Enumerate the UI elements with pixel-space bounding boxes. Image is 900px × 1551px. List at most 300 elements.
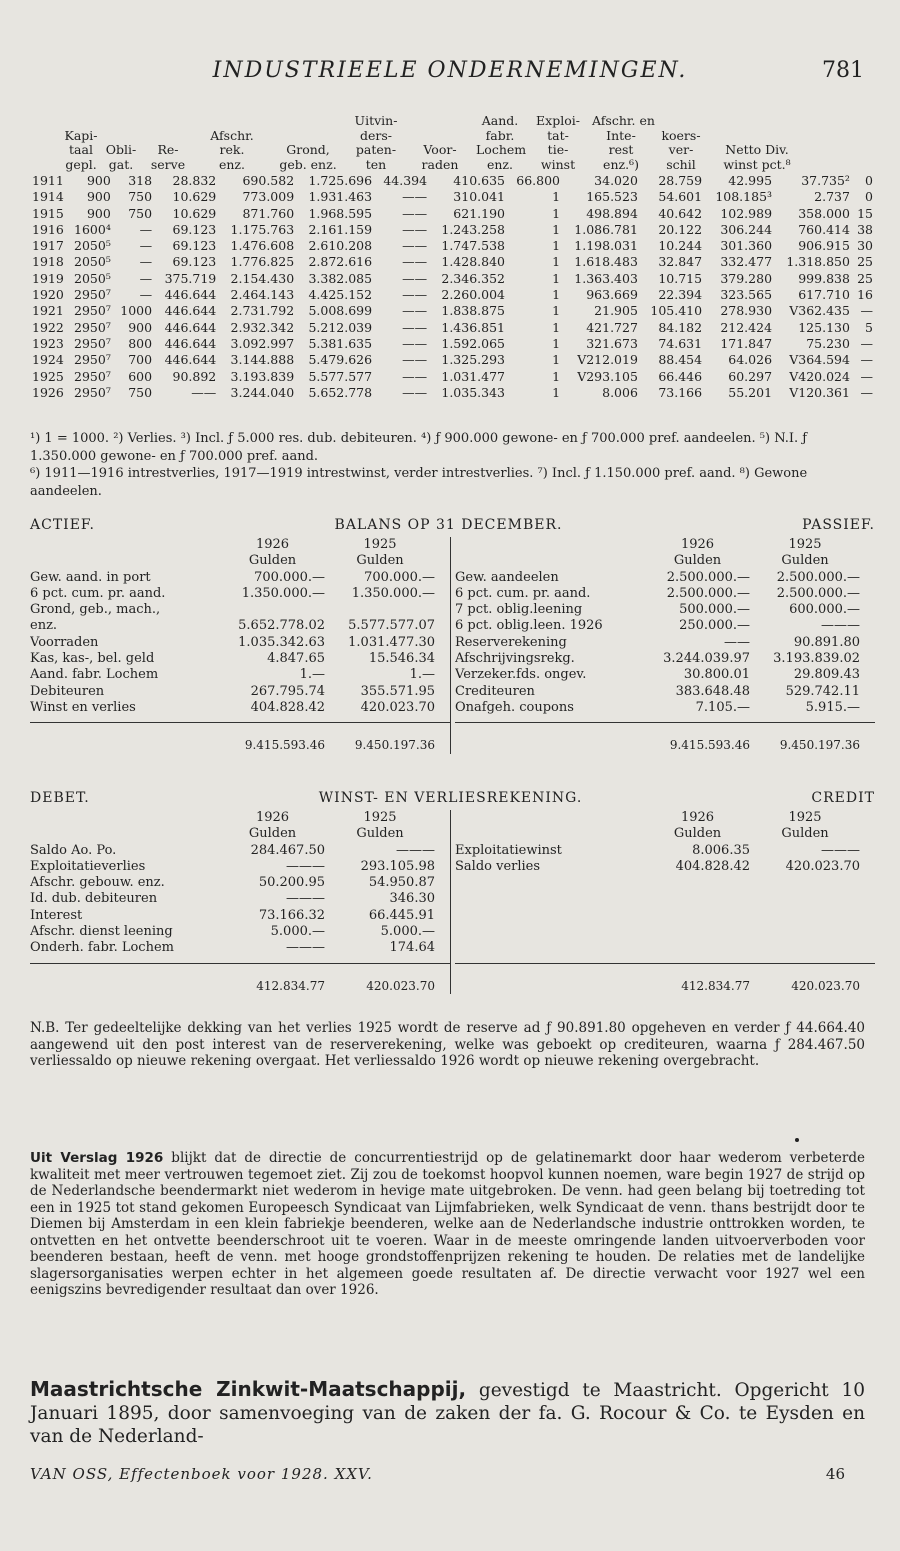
stats-cell: 54.601 (658, 189, 703, 205)
stats-header-cell: Uitvin- (354, 113, 398, 128)
ledger-value-1925: 600.000.— (789, 602, 860, 618)
stats-cell: 3.193.839 (230, 368, 295, 384)
stats-cell: V293.105 (577, 368, 638, 384)
stats-cell: 617.710 (798, 287, 850, 303)
company-text: gevestigd te Maastricht. Opgericht 10 Januari 1895, door samenvoeging van de zaken der fa. G. Rocour & Co. te Eysden en van de Nederland- (30, 1380, 866, 1447)
nb-note: N.B. Ter gedeeltelijke dekking van het verlies 1925 wordt de reserve ad ƒ 90.891.80 opgeheven en verder ƒ 44.664.40 aangewend uit den post interest van de reserverekening, welke was geboekt op crediteuren, waarna ƒ 284.467.50 verliessaldo op nieuwe rekening overgaat. Het verliessaldo 1926 wordt op nieuwe rekening overgebracht. (30, 1020, 865, 1069)
stats-cell: 66.800 (516, 173, 561, 188)
stats-cell: 906.915 (798, 238, 850, 254)
stats-cell: 10.244 (658, 238, 703, 254)
stats-cell: 421.727 (586, 319, 638, 335)
ledger-total (455, 737, 875, 753)
stats-cell: 1.031.477 (441, 368, 505, 384)
stats-cell: 1.776.825 (230, 254, 295, 270)
statistics-header (30, 114, 875, 172)
ledger-label: Interest (30, 907, 83, 923)
stats-cell: 301.360 (720, 238, 773, 254)
ledger-total-label (455, 978, 645, 994)
ledger-value-1925: 2.500.000.— (776, 569, 860, 585)
stats-cell: 690.582 (242, 173, 295, 188)
stats-cell: 90.892 (172, 368, 217, 384)
ledger-label: Kas, kas-, bel. geld (30, 651, 155, 667)
stats-cell: 105.410 (650, 303, 703, 319)
ledger-value-1925: 3.193.839.02 (773, 651, 860, 667)
stats-header-cell: taal (69, 142, 93, 157)
stats-cell: 1.476.608 (230, 238, 295, 254)
ledger-value-1925: 2.500.000.— (776, 585, 860, 601)
stats-cell: —— (402, 335, 428, 351)
stats-header-cell (404, 114, 476, 129)
stats-cell: 1 (552, 254, 561, 270)
stats-cell: —— (402, 303, 428, 319)
stats-row (30, 287, 875, 303)
ledger-value-1925: ——— (396, 842, 435, 858)
ledger-label: Saldo Ao. Po. (30, 842, 117, 858)
ledger-label: Afschrijvingsrekg. (455, 651, 575, 667)
ledger-row (30, 859, 450, 875)
ledger-value-1926: 267.795.74 (250, 683, 325, 699)
ledger-row (30, 684, 450, 700)
unit-header-cell: Gulden (781, 826, 829, 842)
stats-cell: 5.008.699 (308, 303, 373, 319)
stats-header-cell: raden (421, 156, 459, 172)
ledger-value-1926: ——— (286, 858, 325, 874)
company-name: Maastrichtsche Zinkwit-Maatschappij, (30, 1377, 467, 1401)
stats-cell: 1.968.595 (308, 205, 373, 221)
ledger-value-1925: 1.031.477.30 (348, 634, 435, 650)
stats-cell: 5.577.577 (308, 368, 373, 384)
stats-cell: — (860, 384, 873, 400)
year-header-label (30, 537, 220, 553)
stats-row (30, 271, 875, 287)
stats-cell: 310.041 (453, 189, 505, 205)
stats-cell: 2950⁷ (74, 287, 111, 303)
ledger-value-1925: 420.023.70 (360, 699, 435, 715)
stats-cell: 0 (865, 189, 873, 205)
stats-cell: 8.006 (602, 384, 638, 400)
ledger-value-1925: 90.891.80 (793, 634, 860, 650)
stats-header-cell (30, 158, 60, 173)
stats-cell: —— (402, 319, 428, 335)
stats-cell: —— (402, 189, 428, 205)
ledger-row (455, 859, 875, 875)
ledger-value-1926: ——— (286, 940, 325, 956)
ledger-row (30, 602, 450, 618)
stats-cell: 379.280 (720, 270, 773, 286)
ledger-row (455, 843, 875, 859)
stats-header-cell: Obli- (105, 142, 137, 157)
stats-cell: V212.019 (577, 352, 638, 368)
stats-header-cell: Lochem (476, 142, 527, 157)
stats-cell: 306.244 (720, 221, 773, 237)
ledger-value-1926: 1.— (299, 667, 325, 683)
year-header-cell: 1926 (255, 537, 290, 552)
stats-cell: V362.435 (789, 303, 850, 319)
stats-cell: —— (191, 384, 217, 400)
unit-header-label (30, 826, 220, 842)
ledger-value-1926: —— (724, 634, 750, 650)
stats-cell: — (139, 270, 153, 286)
year-header-cell: 1925 (788, 537, 822, 552)
actief-column (30, 537, 450, 754)
year-header-cell: 1925 (363, 810, 397, 825)
stats-cell: 1 (552, 319, 561, 335)
stats-cell: 44.394 (383, 173, 428, 188)
stats-cell: 410.635 (453, 173, 505, 188)
unit-header-cell: Gulden (673, 826, 722, 842)
stats-header-cell (102, 114, 140, 129)
year-header-cell: 1926 (680, 810, 715, 825)
stats-cell: 1.035.343 (441, 384, 505, 400)
stats-cell: 1.725.696 (308, 173, 373, 188)
ledger-value-1926: ——— (286, 891, 325, 907)
ledger-total-1926: 412.834.77 (681, 978, 750, 993)
stats-header-cell (140, 129, 196, 144)
ledger-row (30, 635, 450, 651)
stats-cell: 1.931.463 (308, 189, 373, 205)
stats-cell: 1600⁴ (74, 221, 111, 237)
ledger-total-1926: 9.415.593.46 (669, 738, 750, 753)
ledger-label: 6 pct. cum. pr. aand. (30, 585, 166, 601)
stats-row (30, 385, 875, 401)
ledger-value-1925: 1.— (409, 667, 435, 683)
ledger-value-1925: 700.000.— (364, 569, 435, 585)
debet-column (30, 810, 450, 994)
stats-cell: 278.930 (720, 303, 773, 319)
ledger-total-1925: 9.450.197.36 (779, 738, 860, 753)
stats-cell: — (139, 254, 153, 270)
stats-cell: 358.000 (798, 205, 850, 221)
stats-header-cell: winst pct.⁸ (723, 156, 791, 172)
ledger-value-1925: 529.742.11 (785, 683, 860, 699)
stats-cell: 2950⁷ (74, 352, 111, 368)
year-header (30, 810, 450, 826)
ledger-total-label (30, 737, 220, 753)
stats-cell: 773.009 (242, 189, 295, 205)
stats-cell: 10.715 (658, 270, 703, 286)
stats-cell: 15 (857, 205, 873, 221)
stats-cell: — (139, 287, 153, 303)
stats-cell: 1.428.840 (441, 254, 505, 270)
stats-year: 1922 (32, 319, 64, 335)
stats-cell: 700 (128, 352, 153, 368)
stats-cell: 750 (128, 384, 153, 400)
stats-cell: 171.847 (720, 335, 773, 351)
ledger-row (30, 667, 450, 683)
stats-header-cell (196, 114, 268, 129)
stats-cell: 446.644 (164, 352, 217, 368)
stats-cell: 1.325.293 (441, 352, 505, 368)
stats-cell: 165.523 (586, 189, 638, 205)
ledger-label: Gew. aand. in port (30, 569, 151, 585)
ledger-label: Afschr. dienst leening (30, 924, 173, 940)
ledger-value-1925 (325, 602, 435, 618)
stats-header-cell: gepl. (65, 156, 97, 172)
stats-cell: 64.026 (728, 352, 773, 368)
ledger-label: Voorraden (30, 634, 99, 650)
ledger-value-1925: 66.445.91 (368, 907, 435, 923)
stats-cell: 108.185³ (715, 189, 773, 205)
stats-cell: 323.565 (720, 287, 773, 303)
ledger-value-1926: 500.000.— (679, 602, 750, 618)
ledger-total-1925: 420.023.70 (791, 978, 860, 993)
stats-cell: — (860, 335, 873, 351)
separator-dot (795, 1138, 799, 1142)
stats-header-cell (712, 114, 802, 129)
stats-header-cell: Exploi- (536, 113, 580, 128)
stats-cell: 2.346.352 (441, 270, 505, 286)
stats-cell: 28.759 (658, 173, 703, 188)
stats-cell: 5.381.635 (308, 335, 373, 351)
stats-header-cell: Voor- (423, 142, 457, 157)
stats-header-cell: rek. (219, 142, 245, 157)
year-header-label (455, 537, 645, 553)
year-header-label (30, 810, 220, 826)
stats-cell: 1.747.538 (441, 238, 505, 254)
footnote-line: ¹) 1 = 1000. ²) Verlies. ³) Incl. ƒ 5.000 res. dub. debiteuren. ⁴) ƒ 900.000 gewone- en ƒ 700.000 pref. aandeelen. ⁵) N.I. ƒ 1.350.000 gewone- en ƒ 700.000 pref. aand. (30, 431, 808, 464)
stats-row (30, 206, 875, 222)
stats-header-cell (404, 129, 476, 144)
pl-title: WINST- EN VERLIESREKENING. (318, 790, 583, 806)
stats-cell: 5.479.626 (308, 352, 373, 368)
stats-header-cell: Re- (157, 142, 179, 157)
stats-header-cell: enz. (486, 156, 513, 172)
verslag-text: blijkt dat de directie de concurrentiestrijd op de gelatinemarkt door haar wederom verbeterde kwaliteit met meer vertrouwen tegemoet ziet. Zij zou de toekomst hoopvol kunnen noemen, ware begin 1927 de strijd op de Nederlandsche beendermarkt niet wederom in hevige mate uitgebroken. De venn. had geen belang bij toetreding tot een in 1925 tot stand gekomen Europeesch Syndicaat van Lijmfabrieken, welk Syndicaat de venn. thans bestrijdt door te Diemen bij Amsterdam in een klein fabriekje beenderen, welke aan de Nederlandsche industrie onttrokken worden, te ontvetten en het ontvette beenderschroot uit te voeren. Waar in de meeste omringende landen uitvoerverboden voor beenderen bestaan, heeft de venn. met hooge grondstoffenprijzen rekening te houden. De relaties met de landelijke slagersorganisaties werpen echter in het algemeen goede resultaten af. De directie verwacht voor 1927 wel een eenigszins bevredigender resultaat dan over 1926. (30, 1150, 865, 1298)
ledger-label: Aand. fabr. Lochem (30, 667, 159, 683)
ledger-value-1926: 30.800.01 (683, 667, 750, 683)
stats-year: 1916 (32, 221, 64, 237)
stats-row (30, 238, 875, 254)
stats-cell: —— (402, 352, 428, 368)
stats-cell: 74.631 (658, 335, 703, 351)
stats-cell: 900 (86, 173, 111, 188)
stats-header-cell: ders- (359, 127, 392, 143)
stats-cell: 2950⁷ (74, 303, 111, 319)
ledger-value-1926: 2.500.000.— (666, 569, 750, 585)
ledger-value-1925: 5.000.— (380, 924, 435, 940)
ledger-label: Saldo verlies (455, 858, 541, 874)
ledger-row (30, 924, 450, 940)
stats-header-cell: Aand. (481, 113, 519, 128)
stats-cell: 40.642 (658, 205, 703, 221)
ledger-row (455, 684, 875, 700)
credit-spacer (455, 875, 875, 957)
stats-cell: 3.144.888 (230, 352, 295, 368)
stats-cell: 1.838.875 (441, 303, 505, 319)
ledger-total (455, 978, 875, 994)
ledger-label: Reserverekening (455, 634, 567, 650)
profit-loss-sheet (30, 790, 875, 994)
stats-year: 1923 (32, 335, 64, 351)
ledger-label: 7 pct. oblig.leening (455, 602, 583, 618)
ledger-label: enz. (30, 618, 58, 634)
stats-header-cell: rest (608, 142, 634, 157)
stats-cell: —— (402, 205, 428, 221)
footnote-line: ⁶) 1911—1916 intrestverlies, 1917—1919 intrestwinst, verder intrestverlies. ⁷) Incl. ƒ 1.150.000 pref. aand. ⁸) Gewone aandeelen. (30, 466, 808, 499)
stats-cell: 28.832 (172, 173, 217, 188)
ledger-label: Afschr. gebouw. enz. (30, 875, 165, 891)
ledger-value-1925: 346.30 (389, 891, 435, 907)
ledger-label: Grond, geb., mach., (30, 602, 161, 618)
year-header (30, 537, 450, 553)
unit-header (455, 826, 875, 842)
year-header-label (455, 810, 645, 826)
ledger-value-1926: 5.000.— (270, 924, 325, 940)
ledger-value-1926: 1.035.342.63 (238, 634, 325, 650)
verslag-heading: Uit Verslag 1926 (30, 1150, 164, 1166)
ledger-value-1925: ——— (821, 618, 860, 634)
pl-left-title: DEBET. (30, 790, 90, 806)
stats-cell: 446.644 (164, 335, 217, 351)
total-rule (30, 963, 450, 964)
credit-column (450, 810, 875, 994)
ledger-value-1926: 5.652.778.02 (238, 618, 325, 634)
stats-cell: 125.130 (798, 319, 850, 335)
ledger-row (30, 843, 450, 859)
stats-cell: 2950⁷ (74, 335, 111, 351)
stats-cell: 3.092.997 (230, 335, 295, 351)
stats-header-line (30, 158, 875, 173)
stats-year: 1926 (32, 384, 64, 400)
stats-cell: 2050⁵ (74, 270, 111, 286)
stats-cell: 60.297 (728, 368, 773, 384)
ledger-value-1926: 2.500.000.— (666, 585, 750, 601)
stats-cell: 1 (552, 384, 561, 400)
stats-cell: 25 (857, 254, 873, 270)
ledger-value-1925: 15.546.34 (368, 651, 435, 667)
stats-cell: 2950⁷ (74, 368, 111, 384)
statistics-table (30, 114, 875, 401)
ledger-row (455, 618, 875, 634)
footer-source: VAN OSS, Effectenboek voor 1928. XXV. (30, 1465, 373, 1483)
stats-cell: 1 (552, 238, 561, 254)
stats-cell: 212.424 (720, 319, 773, 335)
ledger-value-1925: 54.950.87 (368, 875, 435, 891)
page-number: 781 (822, 58, 864, 83)
stats-cell: V420.024 (789, 368, 850, 384)
stats-row (30, 320, 875, 336)
stats-cell: 1.618.483 (574, 254, 638, 270)
stats-cell: 2.464.143 (230, 287, 295, 303)
stats-cell: 55.201 (728, 384, 773, 400)
ledger-total (30, 978, 450, 994)
ledger-label: Winst en verlies (30, 699, 136, 715)
ledger-value-1926: 250.000.— (679, 618, 750, 634)
ledger-total-1926: 9.415.593.46 (244, 738, 325, 753)
stats-cell: 321.673 (586, 335, 638, 351)
balance-right-title: PASSIEF. (802, 517, 875, 533)
ledger-value-1925: 29.809.43 (793, 667, 860, 683)
unit-header-label (455, 553, 645, 569)
ledger-value-1926: 3.244.039.97 (663, 651, 750, 667)
stats-header-cell: Afschr. en (592, 113, 655, 128)
stats-year: 1911 (32, 173, 64, 188)
stats-cell: 2.932.342 (230, 319, 295, 335)
unit-header-cell: Gulden (248, 826, 297, 842)
ledger-value-1926: 4.847.65 (267, 651, 325, 667)
stats-cell: 1 (552, 189, 561, 205)
stats-cell: 332.477 (720, 254, 773, 270)
stats-cell: 318 (128, 173, 153, 188)
stats-cell: 1.175.763 (230, 221, 295, 237)
stats-cell: 1.086.781 (574, 221, 638, 237)
ledger-value-1926: 383.648.48 (675, 683, 750, 699)
stats-cell: 760.414 (798, 221, 850, 237)
stats-cell: — (860, 303, 873, 319)
stats-header-cell: geb. enz. (279, 156, 337, 172)
year-header (455, 537, 875, 553)
ledger-row (30, 586, 450, 602)
stats-cell: 375.719 (164, 270, 217, 286)
stats-cell: 3.382.085 (308, 270, 373, 286)
stats-cell: 1.243.258 (441, 221, 505, 237)
stats-cell: 750 (128, 205, 153, 221)
stats-cell: 2950⁷ (74, 319, 111, 335)
stats-cell: 42.995 (728, 173, 773, 188)
stats-header-cell: winst (540, 156, 576, 172)
unit-header-cell: Gulden (673, 553, 722, 569)
stats-cell: 1.363.403 (574, 270, 638, 286)
company-intro (30, 1378, 865, 1448)
stats-cell: — (139, 238, 153, 254)
ledger-label: Gew. aandeelen (455, 569, 559, 585)
stats-cell: 446.644 (164, 287, 217, 303)
stats-cell: 2050⁵ (74, 254, 111, 270)
unit-header (455, 553, 875, 569)
stats-header-cell (30, 114, 60, 129)
year-header-cell: 1926 (680, 537, 715, 552)
stats-cell: 5.652.778 (308, 384, 373, 400)
stats-cell: 900 (86, 205, 111, 221)
stats-header-cell (712, 129, 802, 144)
stats-header-cell: enz.⁶) (603, 156, 639, 172)
stats-cell: 2.731.792 (230, 303, 295, 319)
ledger-value-1926: 8.006.35 (692, 842, 750, 858)
ledger-value-1926: 50.200.95 (258, 875, 325, 891)
stats-year: 1918 (32, 254, 64, 270)
stats-cell: 16 (857, 287, 873, 303)
stats-cell: 20.122 (658, 221, 703, 237)
stats-header-line (30, 143, 875, 158)
stats-cell: — (860, 352, 873, 368)
stats-cell: 84.182 (658, 319, 703, 335)
ledger-value-1926: 700.000.— (254, 569, 325, 585)
ledger-row (455, 570, 875, 586)
unit-header-cell: Gulden (781, 553, 829, 569)
ledger-label: Id. dub. debiteuren (30, 891, 158, 907)
year-header (455, 810, 875, 826)
stats-header-cell: tie- (547, 142, 569, 157)
ledger-row (455, 700, 875, 716)
stats-cell: 4.425.152 (308, 287, 373, 303)
stats-cell: —— (402, 238, 428, 254)
stats-year: 1917 (32, 238, 64, 254)
stats-cell: 900 (128, 319, 153, 335)
balance-title: BALANS OP 31 DECEMBER. (334, 517, 563, 533)
ledger-row (30, 651, 450, 667)
ledger-label: Verzeker.fds. ongev. (455, 667, 587, 683)
stats-cell: 73.166 (658, 384, 703, 400)
stats-header-cell: serve (150, 156, 186, 172)
stats-cell: 25 (857, 270, 873, 286)
footer-page: 46 (825, 1465, 845, 1483)
stats-cell: — (860, 368, 873, 384)
stats-header-cell: paten- (355, 142, 397, 157)
stats-cell: 5.212.039 (308, 319, 373, 335)
ledger-total-label (455, 737, 645, 753)
stats-cell: 21.905 (594, 303, 638, 319)
unit-header-cell: Gulden (356, 826, 404, 842)
